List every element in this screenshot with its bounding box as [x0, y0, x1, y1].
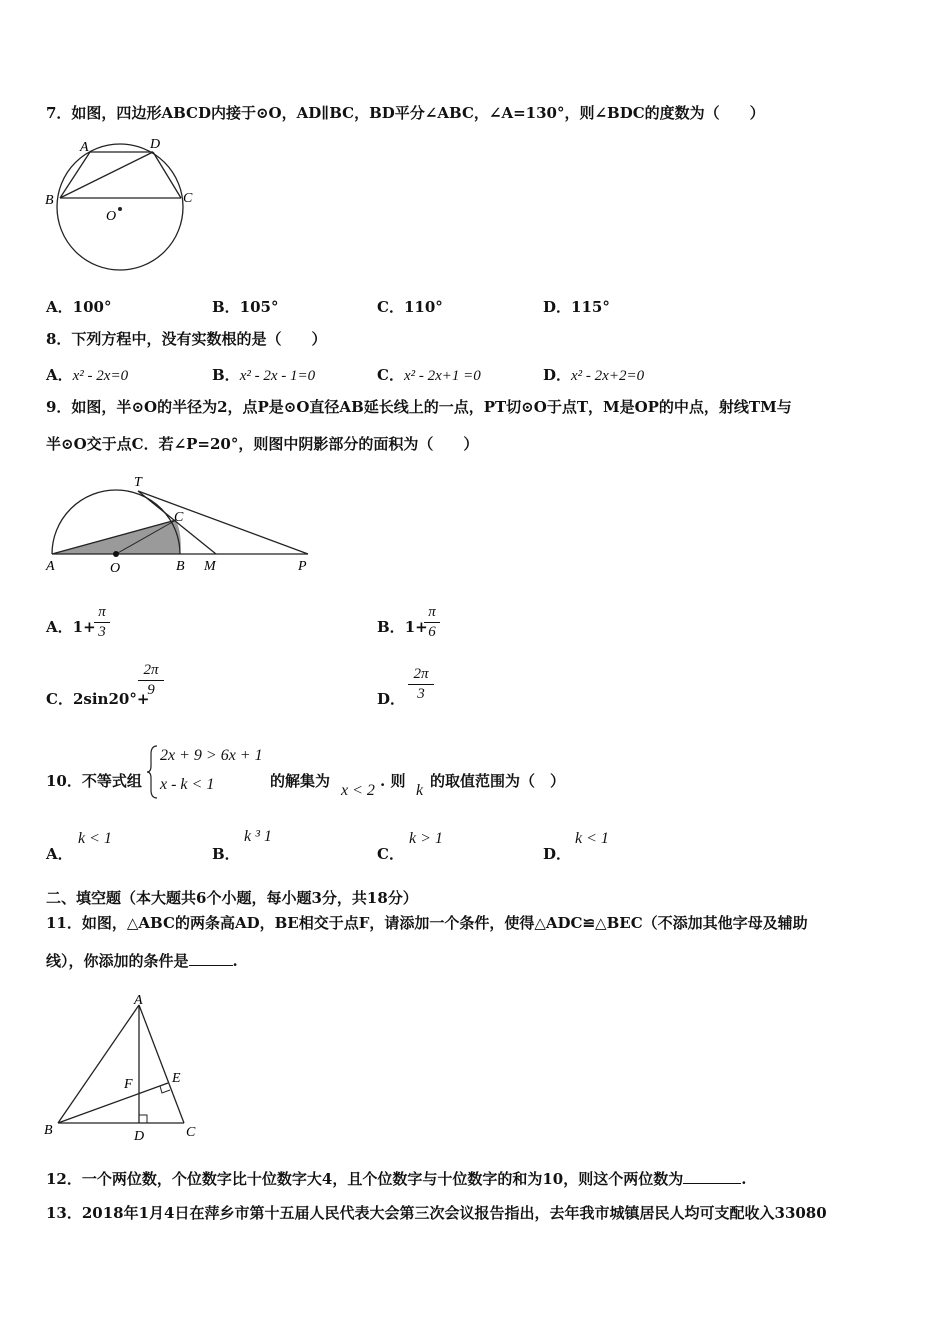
q13-text: 13．2018年1月4日在萍乡市第十五届人民代表大会第三次会议报告指出，去年我市城镇居民人均可支配收入33080	[46, 1204, 827, 1222]
q11-right-angle-e	[160, 1086, 170, 1093]
q9-stem-line2: 半⊙O交于点C．若∠P=20°，则图中阴影部分的面积为（ ）	[46, 435, 479, 453]
q8-option-c: C．x² - 2x+1 =0	[377, 366, 481, 384]
q11-answer-blank	[189, 965, 233, 966]
q11-altitude-be	[58, 1083, 168, 1123]
q7-label-b: B	[45, 193, 54, 208]
q9-label-t: T	[134, 475, 142, 490]
q10-var: k	[416, 782, 424, 799]
q10-lead: 10．不等式组	[46, 772, 142, 790]
q9-option-c-fraction: 2π 9	[138, 662, 164, 699]
q7-option-b: B．105°	[212, 298, 279, 316]
q7-option-a: A．100°	[46, 298, 112, 316]
q7-label-c: C	[183, 191, 193, 206]
q7-center-dot	[118, 207, 122, 211]
q11-right-angle-d	[139, 1115, 147, 1123]
q11-line1: 11．如图，△ABC的两条高AD，BE相交于点F，请添加一个条件，使得△ADC≌△BEC（不添加其他字母及辅助	[46, 914, 808, 932]
q7-option-c: C．110°	[377, 298, 443, 316]
q11-label-d: D	[134, 1129, 145, 1144]
q7-option-d: D．115°	[543, 298, 610, 316]
q9-label-m: M	[204, 559, 216, 574]
q8-option-a: A．x² - 2x=0	[46, 366, 129, 384]
q12-answer-blank	[683, 1183, 741, 1184]
q10-option-c-letter: C．	[377, 845, 404, 863]
q11-side-ab	[58, 1005, 139, 1123]
q7-label-o: O	[106, 209, 117, 224]
q9-option-b-fraction: π 6	[424, 604, 440, 641]
q10-option-c: k > 1	[409, 830, 443, 847]
q7-figure	[40, 134, 210, 279]
q7-chord-bd	[60, 152, 153, 198]
q10-system-line2: x - k < 1	[160, 776, 215, 793]
q9-option-d-fraction: 2π 3	[408, 666, 434, 703]
q10-system-line1: 2x + 9 > 6x + 1	[160, 747, 263, 764]
q8-option-b: B．x² - 2x - 1=0	[212, 366, 316, 384]
q9-center-dot	[113, 551, 119, 557]
q10-option-a: k < 1	[78, 830, 112, 847]
q9-stem-line1: 9．如图，半⊙O的半径为2，点P是⊙O直径AB延长线上的一点，PT切⊙O于点T，M是OP的中点，射线TM与	[46, 398, 792, 416]
q11-side-ac	[139, 1005, 184, 1123]
q8-option-d: D．x² - 2x+2=0	[543, 366, 645, 384]
q11-label-f: F	[124, 1077, 133, 1092]
q9-label-p: P	[298, 559, 307, 574]
q9-label-o: O	[110, 561, 121, 576]
q12-text: 12．一个两位数，个位数字比十位数字大4，且个位数字与十位数字的和为10，则这个两位数为 .	[46, 1170, 747, 1188]
q10-mid: 的解集为	[270, 772, 331, 790]
q7-label-a: A	[80, 140, 89, 155]
q10-option-b-letter: B．	[212, 845, 240, 863]
section-2-heading: 二、填空题（本大题共6个小题，每小题3分，共18分）	[46, 889, 418, 907]
q8-stem: 8．下列方程中，没有实数根的是（ ）	[46, 330, 327, 348]
q11-figure	[40, 990, 215, 1145]
q9-figure	[40, 470, 330, 580]
q9-option-b: B．1+	[377, 618, 428, 636]
q11-line2: 线），你添加的条件是 .	[46, 952, 238, 970]
q11-label-c: C	[186, 1125, 196, 1140]
q9-option-d: D．	[377, 690, 406, 708]
q10-tail: 的取值范围为（ ）	[430, 772, 566, 790]
q10-option-d-letter: D．	[543, 845, 572, 863]
q7-stem: 7．如图，四边形ABCD内接于⊙O，AD∥BC，BD平分∠ABC，∠A=130°，则∠BDC的度数为（ ）	[46, 104, 765, 122]
q9-option-c: C．2sin20°+	[46, 690, 150, 708]
q11-label-e: E	[172, 1071, 181, 1086]
q9-option-a-fraction: π 3	[94, 604, 110, 641]
q10-then: . 则	[380, 772, 406, 790]
q10-option-d: k < 1	[575, 830, 609, 847]
q10-option-b: k ³ 1	[244, 828, 272, 845]
q10-brace	[146, 744, 160, 800]
q9-label-b: B	[176, 559, 185, 574]
q11-label-b: B	[44, 1123, 53, 1138]
q9-option-a: A．1+	[46, 618, 96, 636]
q10-option-a-letter: A．	[46, 845, 73, 863]
q9-label-a: A	[46, 559, 55, 574]
q10-solution: x < 2	[341, 782, 375, 799]
q9-label-c: C	[174, 510, 184, 525]
q7-chord-dc	[153, 152, 181, 198]
q11-label-a: A	[134, 993, 143, 1008]
q7-label-d: D	[150, 137, 161, 152]
